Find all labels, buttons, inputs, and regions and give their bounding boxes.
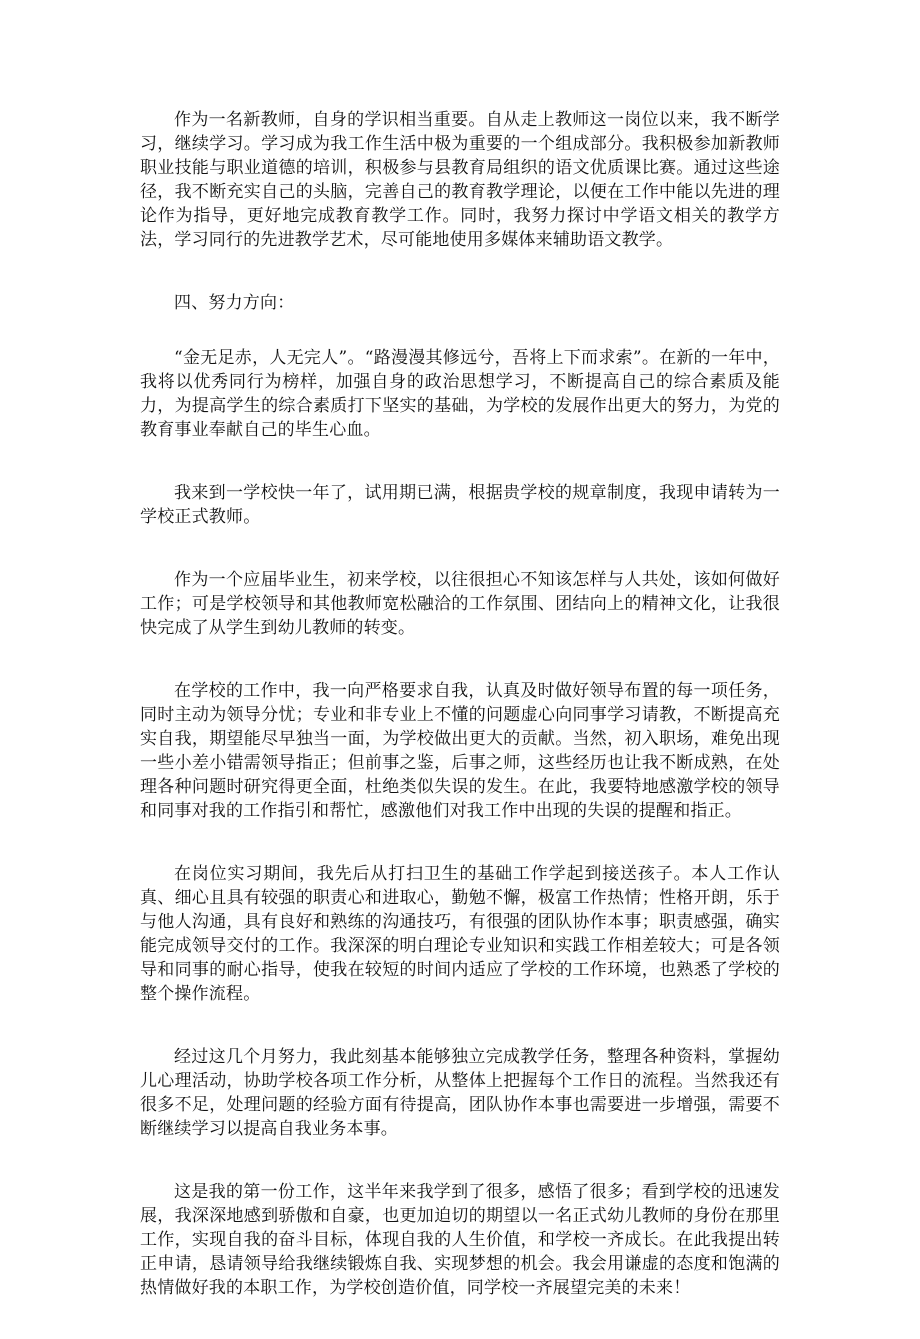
paragraph-work-attitude: 在学校的工作中，我一向严格要求自我，认真及时做好领导布置的每一项任务，同时主动为领导分忧；专业和非专业上不懂的问题虚心向同事学习请教，不断提高充实自我，期望能尽早独当一面，为学校做出更大的贡献。当然，初入职场，难免出现一些小差小错需领导指正；但前事之鉴，后事之师，这些经历也让我不断成熟，在处理各种问题时研究得更全面，杜绝类似失误的发生。在此，我要特地感激学校的领导和同事对我的工作指引和帮忙，感激他们对我工作中出现的失误的提醒和指正。: [140, 681, 780, 821]
paragraph-conclusion: 这是我的第一份工作，这半年来我学到了很多，感悟了很多；看到学校的迅速发展，我深深地感到骄傲和自豪，也更加迫切的期望以一名正式幼儿教师的身份在那里工作，实现自我的奋斗目标，体现自我的人生价值，和学校一齐成长。在此我提出转正申请，恳请领导给我继续锻炼自我、实现梦想的机会。我会用谦虚的态度和饱满的热情做好我的本职工作，为学校创造价值，同学校一齐展望完美的未来！: [140, 1182, 780, 1298]
paragraph-application: 我来到一学校快一年了，试用期已满，根据贵学校的规章制度，我现申请转为一学校正式教师。: [140, 483, 780, 527]
paragraph-progress: 经过这几个月努力，我此刻基本能够独立完成教学任务，整理各种资料，掌握幼儿心理活动，协助学校各项工作分析，从整体上把握每个工作日的流程。当然我还有很多不足，处理问题的经验方面有待提高，团队协作本事也需要进一步增强，需要不断继续学习以提高自我业务本事。: [140, 1047, 780, 1139]
document-body: [140, 108, 780, 1339]
paragraph-study: 作为一名新教师，自身的学识相当重要。自从走上教师这一岗位以来，我不断学习，继续学习。学习成为我工作生活中极为重要的一个组成部分。我积极参加新教师职业技能与职业道德的培训，积极参与县教育局组织的语文优质课比赛。通过这些途径，我不断充实自己的头脑，完善自己的教育教学理论，以便在工作中能以先进的理论作为指导，更好地完成教育教学工作。同时，我努力探讨中学语文相关的教学方法，学习同行的先进教学艺术，尽可能地使用多媒体来辅助语文教学。: [140, 110, 780, 250]
paragraph-goals: “金无足赤，人无完人”。“路漫漫其修远兮，吾将上下而求索”。在新的一年中，我将以优秀同行为榜样，加强自身的政治思想学习，不断提高自己的综合素质及能力，为提高学生的综合素质打下坚实的基础，为学校的发展作出更大的努力，为党的教育事业奉献自己的毕生心血。: [140, 348, 780, 440]
paragraph-adaptation: 作为一个应届毕业生，初来学校，以往很担心不知该怎样与人共处，该如何做好工作；可是学校领导和其他教师宽松融洽的工作氛围、团结向上的精神文化，让我很快完成了从学生到幼儿教师的转变。: [140, 570, 780, 638]
section-heading-direction: 四、努力方向：: [174, 293, 295, 313]
paragraph-internship: 在岗位实习期间，我先后从打扫卫生的基础工作学起到接送孩子。本人工作认真、细心且具有较强的职责心和进取心，勤勉不懈，极富工作热情；性格开朗，乐于与他人沟通，具有良好和熟练的沟通技巧，有很强的团队协作本事；职责感强，确实能完成领导交付的工作。我深深的明白理论专业知识和实践工作相差较大；可是各领导和同事的耐心指导，使我在较短的时间内适应了学校的工作环境，也熟悉了学校的整个操作流程。: [140, 864, 780, 1004]
